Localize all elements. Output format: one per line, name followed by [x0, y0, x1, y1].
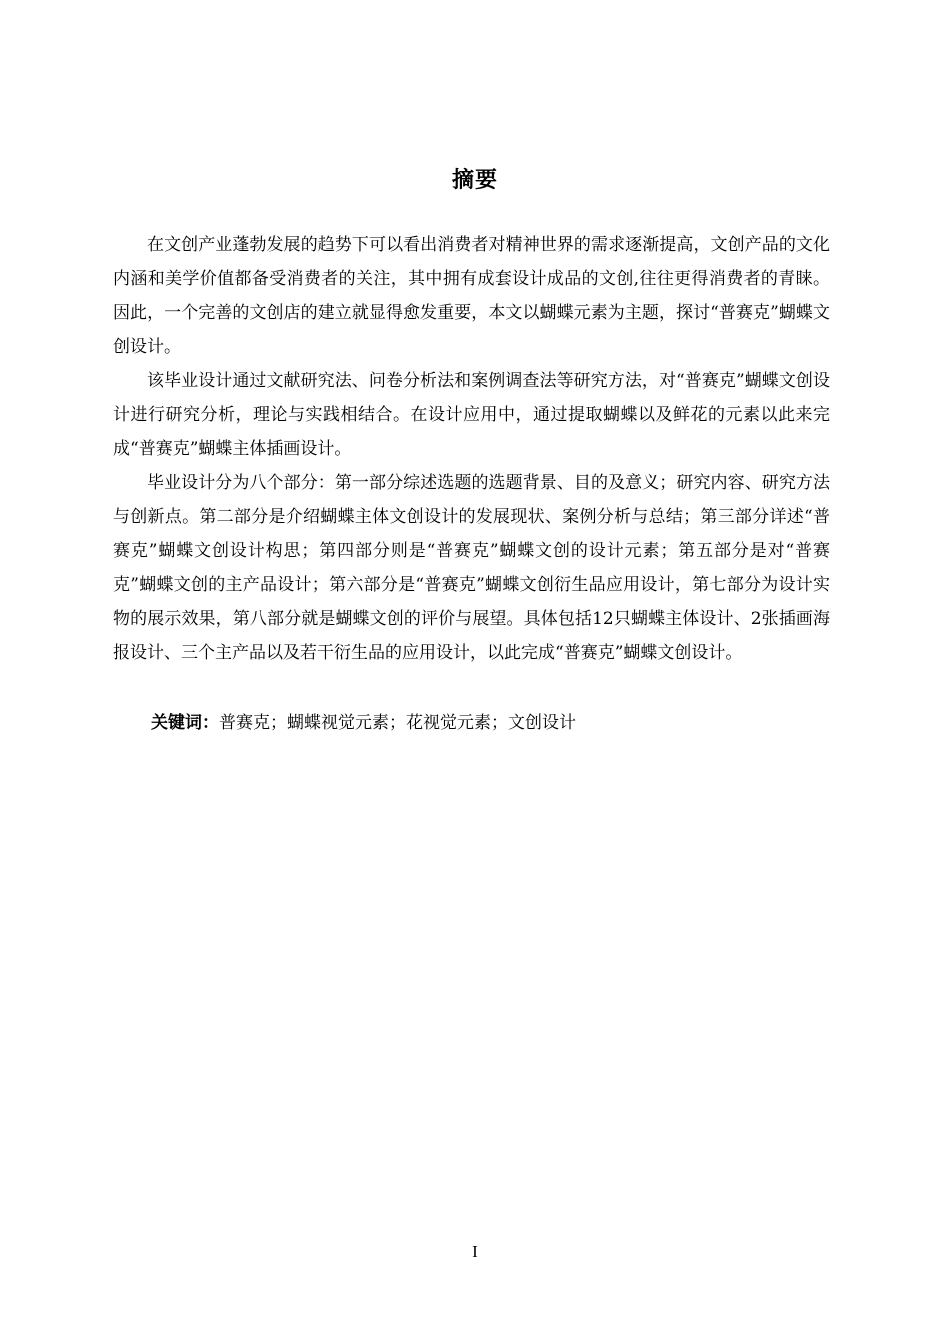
abstract-paragraph: 在文创产业蓬勃发展的趋势下可以看出消费者对精神世界的需求逐渐提高，文创产品的文化内涵和美学价值都备受消费者的关注，其中拥有成套设计成品的文创,往往更得消费者的青睐。因此，一个完善的文创店的建立就显得愈发重要，本文以蝴蝶元素为主题，探讨“普赛克”蝴蝶文创设计。 [113, 235, 830, 357]
keywords-value: 普赛克；蝴蝶视觉元素；花视觉元素；文创设计 [219, 713, 576, 733]
abstract-paragraph: 毕业设计分为八个部分：第一部分综述选题的选题背景、目的及意义；研究内容、研究方法与创新点。第二部分是介绍蝴蝶主体文创设计的发展现状、案例分析与总结；第三部分详述“普赛克”蝴蝶文创设计构思；第四部分则是“普赛克”蝴蝶文创的设计元素；第五部分是对“普赛克”蝴蝶文创的主产品设计；第六部分是“普赛克”蝴蝶文创衍生品应用设计，第七部分为设计实物的展示效果，第八部分就是蝴蝶文创的评价与展望。具体包括12只蝴蝶主体设计、2张插画海报设计、三个主产品以及若干衍生品的应用设计，以此完成“普赛克”蝴蝶文创设计。 [113, 473, 830, 663]
abstract-paragraph: 该毕业设计通过文献研究法、问卷分析法和案例调查法等研究方法，对“普赛克”蝴蝶文创设计进行研究分析，理论与实践相结合。在设计应用中，通过提取蝴蝶以及鲜花的元素以此来完成“普赛克”蝴蝶主体插画设计。 [113, 371, 830, 459]
keywords-label: 关键词： [151, 713, 219, 733]
abstract-title: 摘要 [451, 168, 498, 193]
abstract-body [113, 228, 830, 670]
page-number: I [472, 1242, 478, 1261]
keywords-line [151, 706, 831, 740]
